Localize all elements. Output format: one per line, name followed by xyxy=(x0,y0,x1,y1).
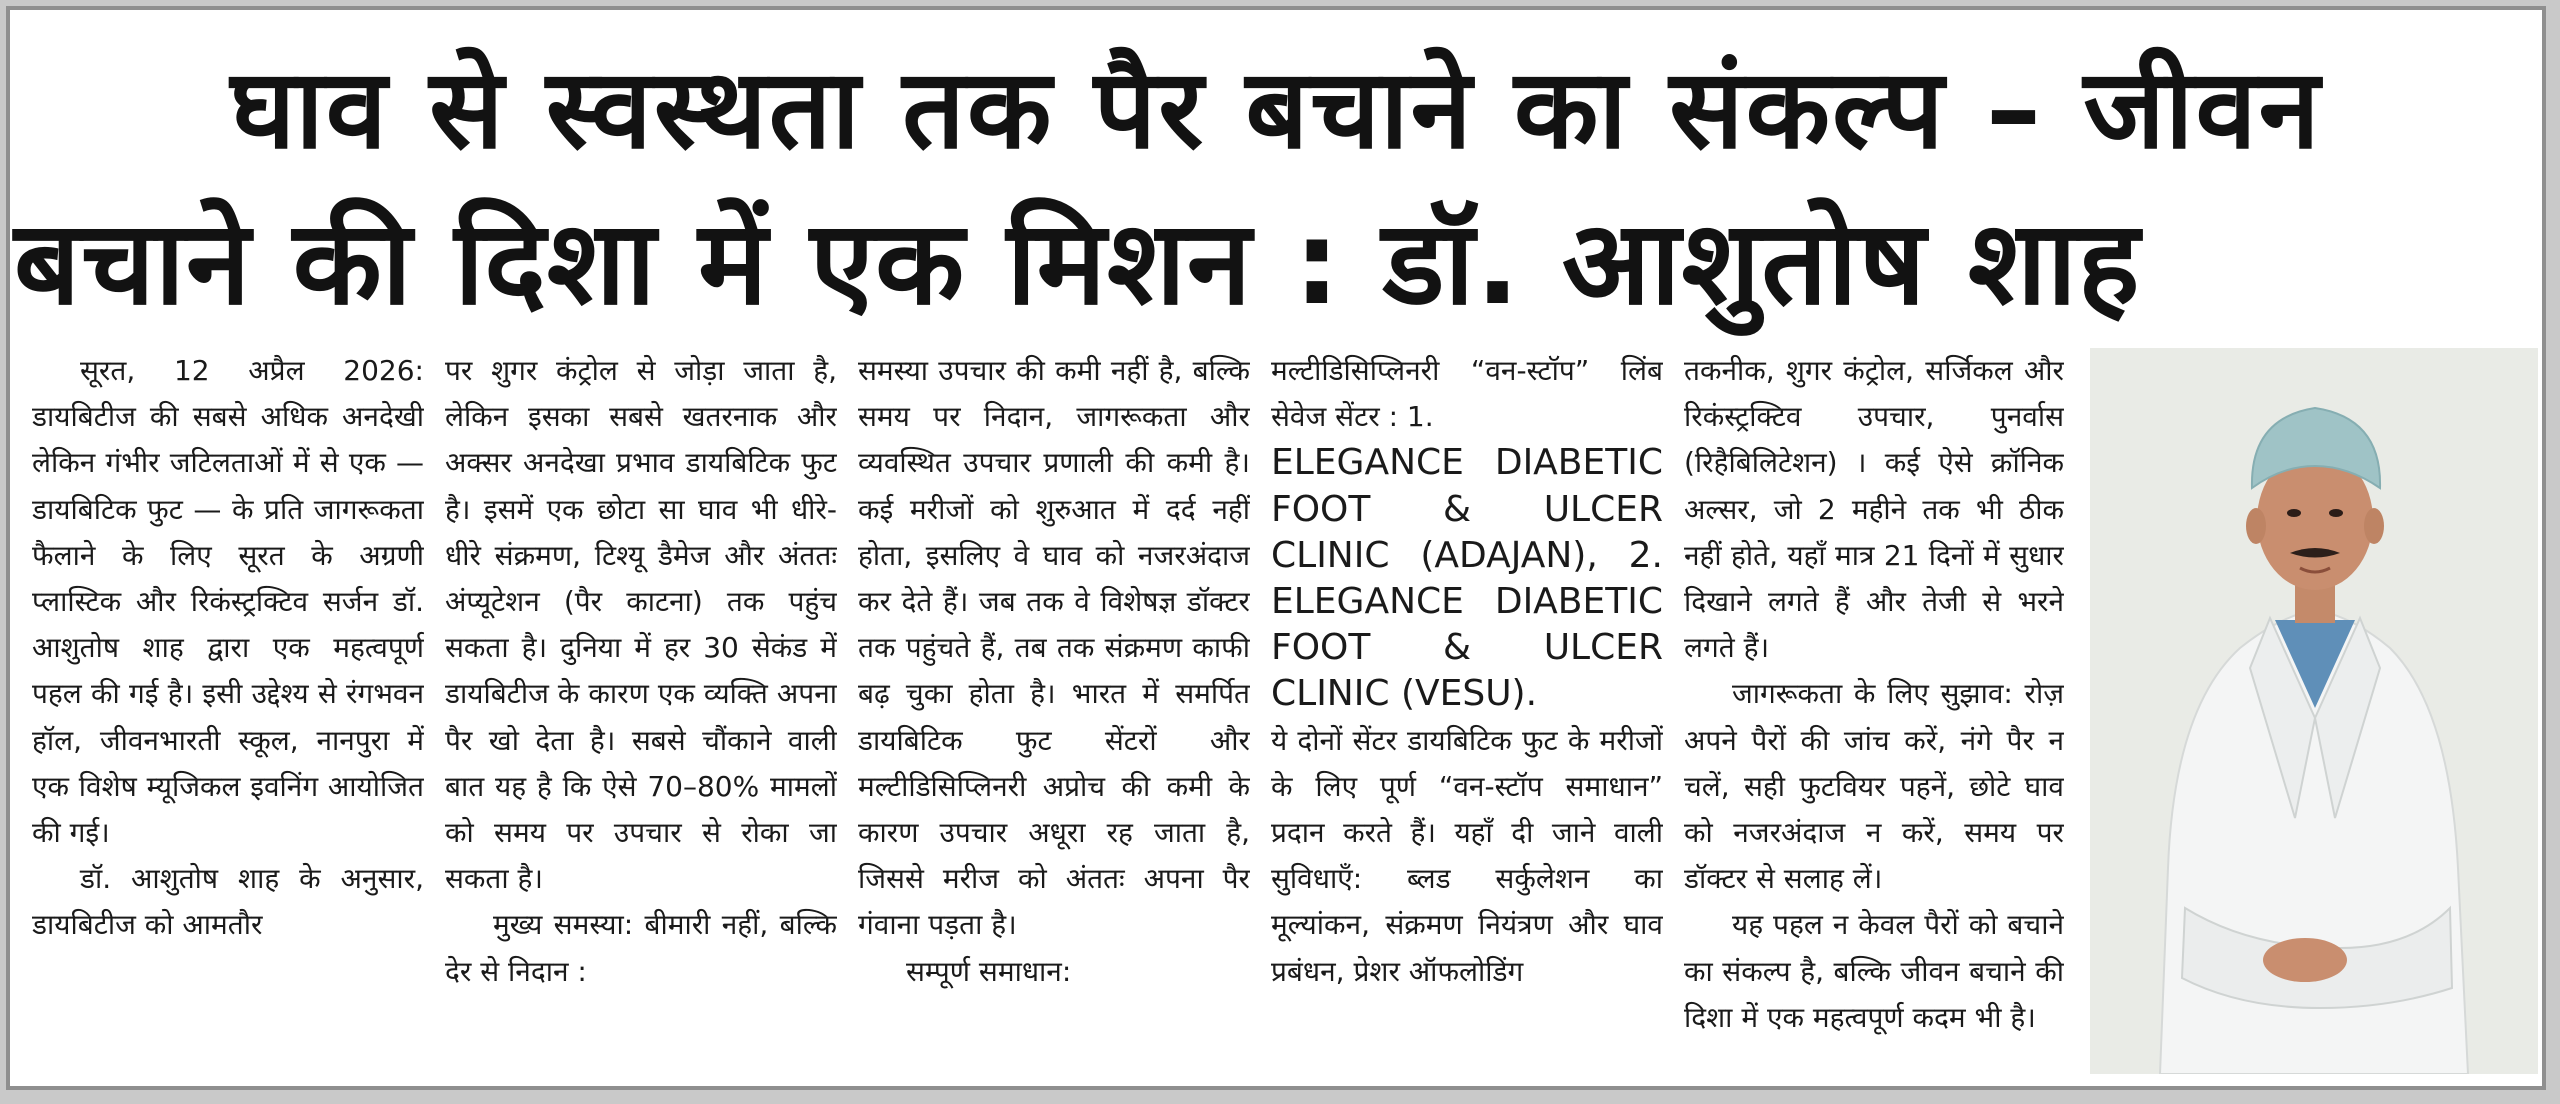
clinic-names: ELEGANCE DIABETIC FOOT & ULCER CLINIC (ADAJAN), 2. ELEGANCE DIABETIC FOOT & ULCER CLINIC (VESU). xyxy=(1271,442,1663,715)
article-column-1 xyxy=(32,348,424,1088)
article-column-2 xyxy=(445,348,837,1088)
paragraph: मल्टीडिसिप्लिनरी “वन-स्टॉप” लिंब सेवेज सेंटर : 1. xyxy=(1271,354,1663,434)
headline-line-2: बचाने की दिशा में एक मिशन : डॉ. आशुतोष शाह xyxy=(14,196,2141,331)
doctor-portrait-image xyxy=(2090,348,2538,1074)
paragraph: मुख्य समस्या: बीमारी नहीं, बल्कि देर से निदान : xyxy=(445,908,837,988)
headline xyxy=(10,10,2542,340)
paragraph: ये दोनों सेंटर डायबिटिक फुट के मरीजों के लिए पूर्ण “वन-स्टॉप समाधान” प्रदान करते हैं। यहाँ दी जाने वाली सुविधाएँ: ब्लड सर्कुलेशन का मूल्यांकन, संक्रमण नियंत्रण और घाव प्रबंधन, प्रेशर ऑफलोडिंग xyxy=(1271,723,1663,988)
paragraph: यह पहल न केवल पैरों को बचाने का संकल्प है, बल्कि जीवन बचाने की दिशा में एक महत्वपूर्ण कदम भी है। xyxy=(1684,908,2064,1034)
paragraph: समस्या उपचार की कमी नहीं है, बल्कि समय पर निदान, जागरूकता और व्यवस्थित उपचार प्रणाली की कमी है। कई मरीजों को शुरुआत में दर्द नहीं होता, इसलिए वे घाव को नजरअंदाज कर देते हैं। जब तक वे विशेषज्ञ डॉक्टर तक पहुंचते हैं, तब तक संक्रमण काफी बढ़ चुका होता है। भारत में समर्पित डायबिटिक फुट सेंटरों और मल्टीडिसिप्लिनरी अप्रोच की कमी के कारण उपचार अधूरा रह जाता है, जिससे मरीज को अंततः अपना पैर गंवाना पड़ता है। xyxy=(858,354,1250,942)
newspaper-clipping xyxy=(6,6,2546,1090)
paragraph: जागरूकता के लिए सुझाव: रोज़ अपने पैरों की जांच करें, नंगे पैर न चलें, सही फुटवियर पहनें, छोटे घाव को नजरअंदाज न करें, समय पर डॉक्टर से सलाह लें। xyxy=(1684,677,2064,896)
doctor-photo xyxy=(2090,348,2538,1074)
paragraph: डॉ. आशुतोष शाह के अनुसार, डायबिटीज को आमतौर xyxy=(32,862,424,942)
paragraph: तकनीक, शुगर कंट्रोल, सर्जिकल और रिकंस्ट्रक्टिव उपचार, पुनर्वास (रिहैबिलिटेशन) । कई ऐसे क्रॉनिक अल्सर, जो 2 महीने तक भी ठीक नहीं होते, यहाँ मात्र 21 दिनों में सुधार दिखाने लगते हैं और तेजी से भरने लगते हैं। xyxy=(1684,354,2064,665)
article-column-5 xyxy=(1684,348,2064,1088)
article-column-3 xyxy=(858,348,1250,1088)
paragraph: सम्पूर्ण समाधान: xyxy=(906,954,1072,988)
article-column-4 xyxy=(1271,348,1663,1088)
headline-line-1: घाव से स्वस्थता तक पैर बचाने का संकल्प – जीवन xyxy=(230,45,2322,173)
paragraph: सूरत, 12 अप्रैल 2026: डायबिटीज की सबसे अधिक अनदेखी लेकिन गंभीर जटिलताओं में से एक — डायबिटिक फुट — के प्रति जागरूकता फैलाने के लिए सूरत के अग्रणी प्लास्टिक और रिकंस्ट्रक्टिव सर्जन डॉ. आशुतोष शाह द्वारा एक महत्वपूर्ण पहल की गई है। इसी उद्देश्य से रंगभवन हॉल, जीवनभारती स्कूल, नानपुरा में एक विशेष म्यूजिकल इवनिंग आयोजित की गई। xyxy=(32,354,424,850)
paragraph: पर शुगर कंट्रोल से जोड़ा जाता है, लेकिन इसका सबसे खतरनाक और अक्सर अनदेखा प्रभाव डायबिटिक फुट है। इसमें एक छोटा सा घाव भी धीरे-धीरे संक्रमण, टिश्यू डैमेज और अंततः अंप्यूटेशन (पैर काटना) तक पहुंच सकता है। दुनिया में हर 30 सेकंड में डायबिटीज के कारण एक व्यक्ति अपना पैर खो देता है। सबसे चौंकाने वाली बात यह है कि ऐसे 70–80% मामलों को समय पर उपचार से रोका जा सकता है। xyxy=(445,354,837,896)
